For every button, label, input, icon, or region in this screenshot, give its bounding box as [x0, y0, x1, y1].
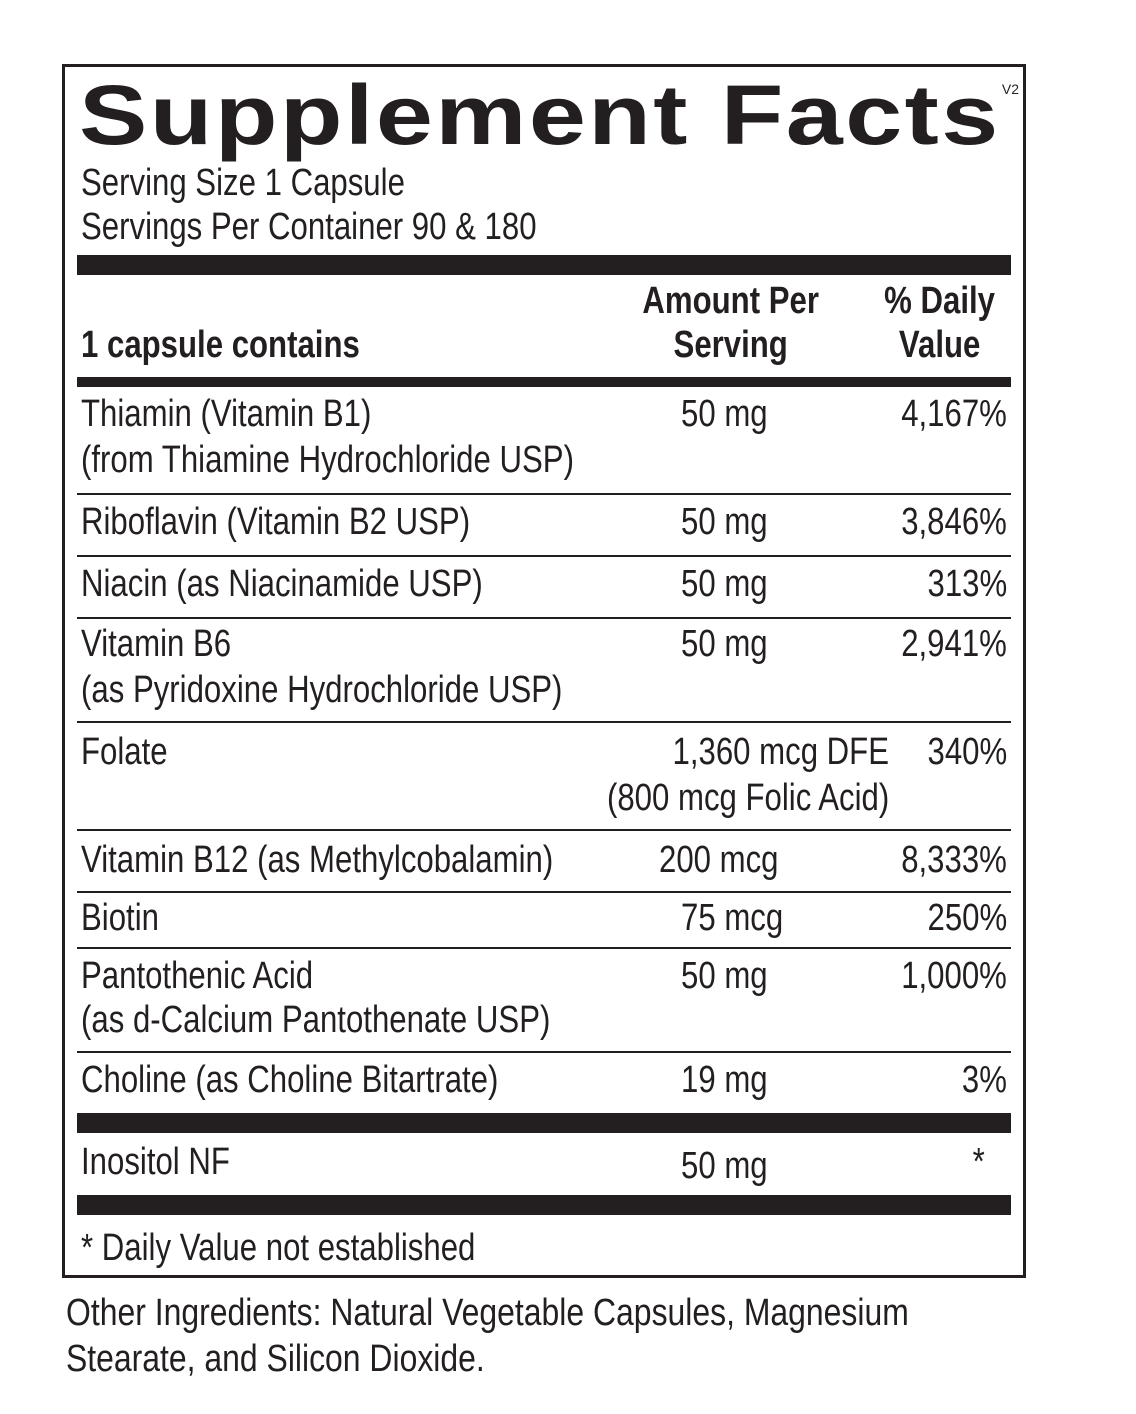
- column-header-daily-value: % Daily Value: [884, 280, 996, 366]
- panel-title: Supplement Facts: [79, 68, 1001, 162]
- nutrient-amount-detail: (800 mcg Folic Acid): [606, 777, 889, 819]
- row-divider: [77, 1051, 1011, 1053]
- nutrient-name: Folate: [81, 731, 168, 773]
- supplement-facts-panel: [62, 64, 1026, 1278]
- nutrient-amount: 50 mg: [681, 501, 768, 543]
- nutrient-amount: 75 mcg: [681, 897, 784, 939]
- thick-divider-header: [77, 377, 1011, 387]
- nutrient-amount: 19 mg: [681, 1059, 768, 1101]
- nutrient-amount: 50 mg: [681, 393, 768, 435]
- nutrient-daily-value: 2,941%: [901, 623, 1007, 665]
- nutrient-name: Choline (as Choline Bitartrate): [81, 1059, 499, 1101]
- nutrient-daily-value: 3%: [961, 1059, 1007, 1101]
- nutrient-name: Pantothenic Acid: [81, 955, 314, 997]
- nutrient-name: Biotin: [81, 897, 159, 939]
- nutrient-name: Niacin (as Niacinamide USP): [81, 563, 483, 605]
- nutrient-daily-value: 340%: [927, 731, 1007, 773]
- nutrient-name: Vitamin B6: [81, 623, 232, 665]
- nutrient-daily-value: 8,333%: [901, 839, 1007, 881]
- nutrient-source: (as Pyridoxine Hydrochloride USP): [81, 669, 563, 711]
- nutrient-daily-value: 250%: [927, 897, 1007, 939]
- nutrient-daily-value: 1,000%: [901, 955, 1007, 997]
- servings-per-container: Servings Per Container 90 & 180: [81, 206, 537, 248]
- nutrient-name: Vitamin B12 (as Methylcobalamin): [81, 839, 554, 881]
- column-header-amount: Amount Per Serving: [642, 280, 820, 366]
- version-label: V2: [1001, 81, 1019, 97]
- nutrient-name: Thiamin (Vitamin B1): [81, 393, 372, 435]
- footnote: * Daily Value not established: [81, 1227, 476, 1269]
- thick-divider-bottom: [77, 1195, 1011, 1215]
- other-ingredients: Other Ingredients: Natural Vegetable Capsules, Magnesium Stearate, and Silicon Dioxide.: [66, 1292, 909, 1380]
- nutrient-daily-value: 3,846%: [901, 501, 1007, 543]
- nutrient-name: Riboflavin (Vitamin B2 USP): [81, 501, 471, 543]
- nutrient-daily-value: 4,167%: [901, 393, 1007, 435]
- other-ingredient-amount: 50 mg: [681, 1145, 768, 1187]
- other-ingredient-name: Inositol NF: [81, 1141, 230, 1183]
- nutrient-amount: 200 mcg: [659, 839, 779, 881]
- row-divider: [77, 555, 1011, 557]
- nutrient-amount: 1,360 mcg DFE: [672, 731, 889, 773]
- nutrient-daily-value: 313%: [927, 563, 1007, 605]
- nutrient-source: (from Thiamine Hydrochloride USP): [81, 439, 574, 481]
- row-divider: [77, 721, 1011, 723]
- nutrient-amount: 50 mg: [681, 955, 768, 997]
- column-header-contains: 1 capsule contains: [81, 324, 360, 366]
- other-ingredient-daily-value: *: [972, 1141, 985, 1183]
- thick-divider-top: [77, 255, 1011, 275]
- nutrient-source: (as d-Calcium Pantothenate USP): [81, 999, 551, 1041]
- nutrient-amount: 50 mg: [681, 563, 768, 605]
- row-divider: [77, 493, 1011, 495]
- row-divider: [77, 891, 1011, 893]
- nutrient-amount: 50 mg: [681, 623, 768, 665]
- row-divider: [77, 617, 1011, 619]
- serving-size: Serving Size 1 Capsule: [81, 162, 405, 204]
- row-divider: [77, 947, 1011, 949]
- thick-divider-middle: [77, 1113, 1011, 1133]
- row-divider: [77, 829, 1011, 831]
